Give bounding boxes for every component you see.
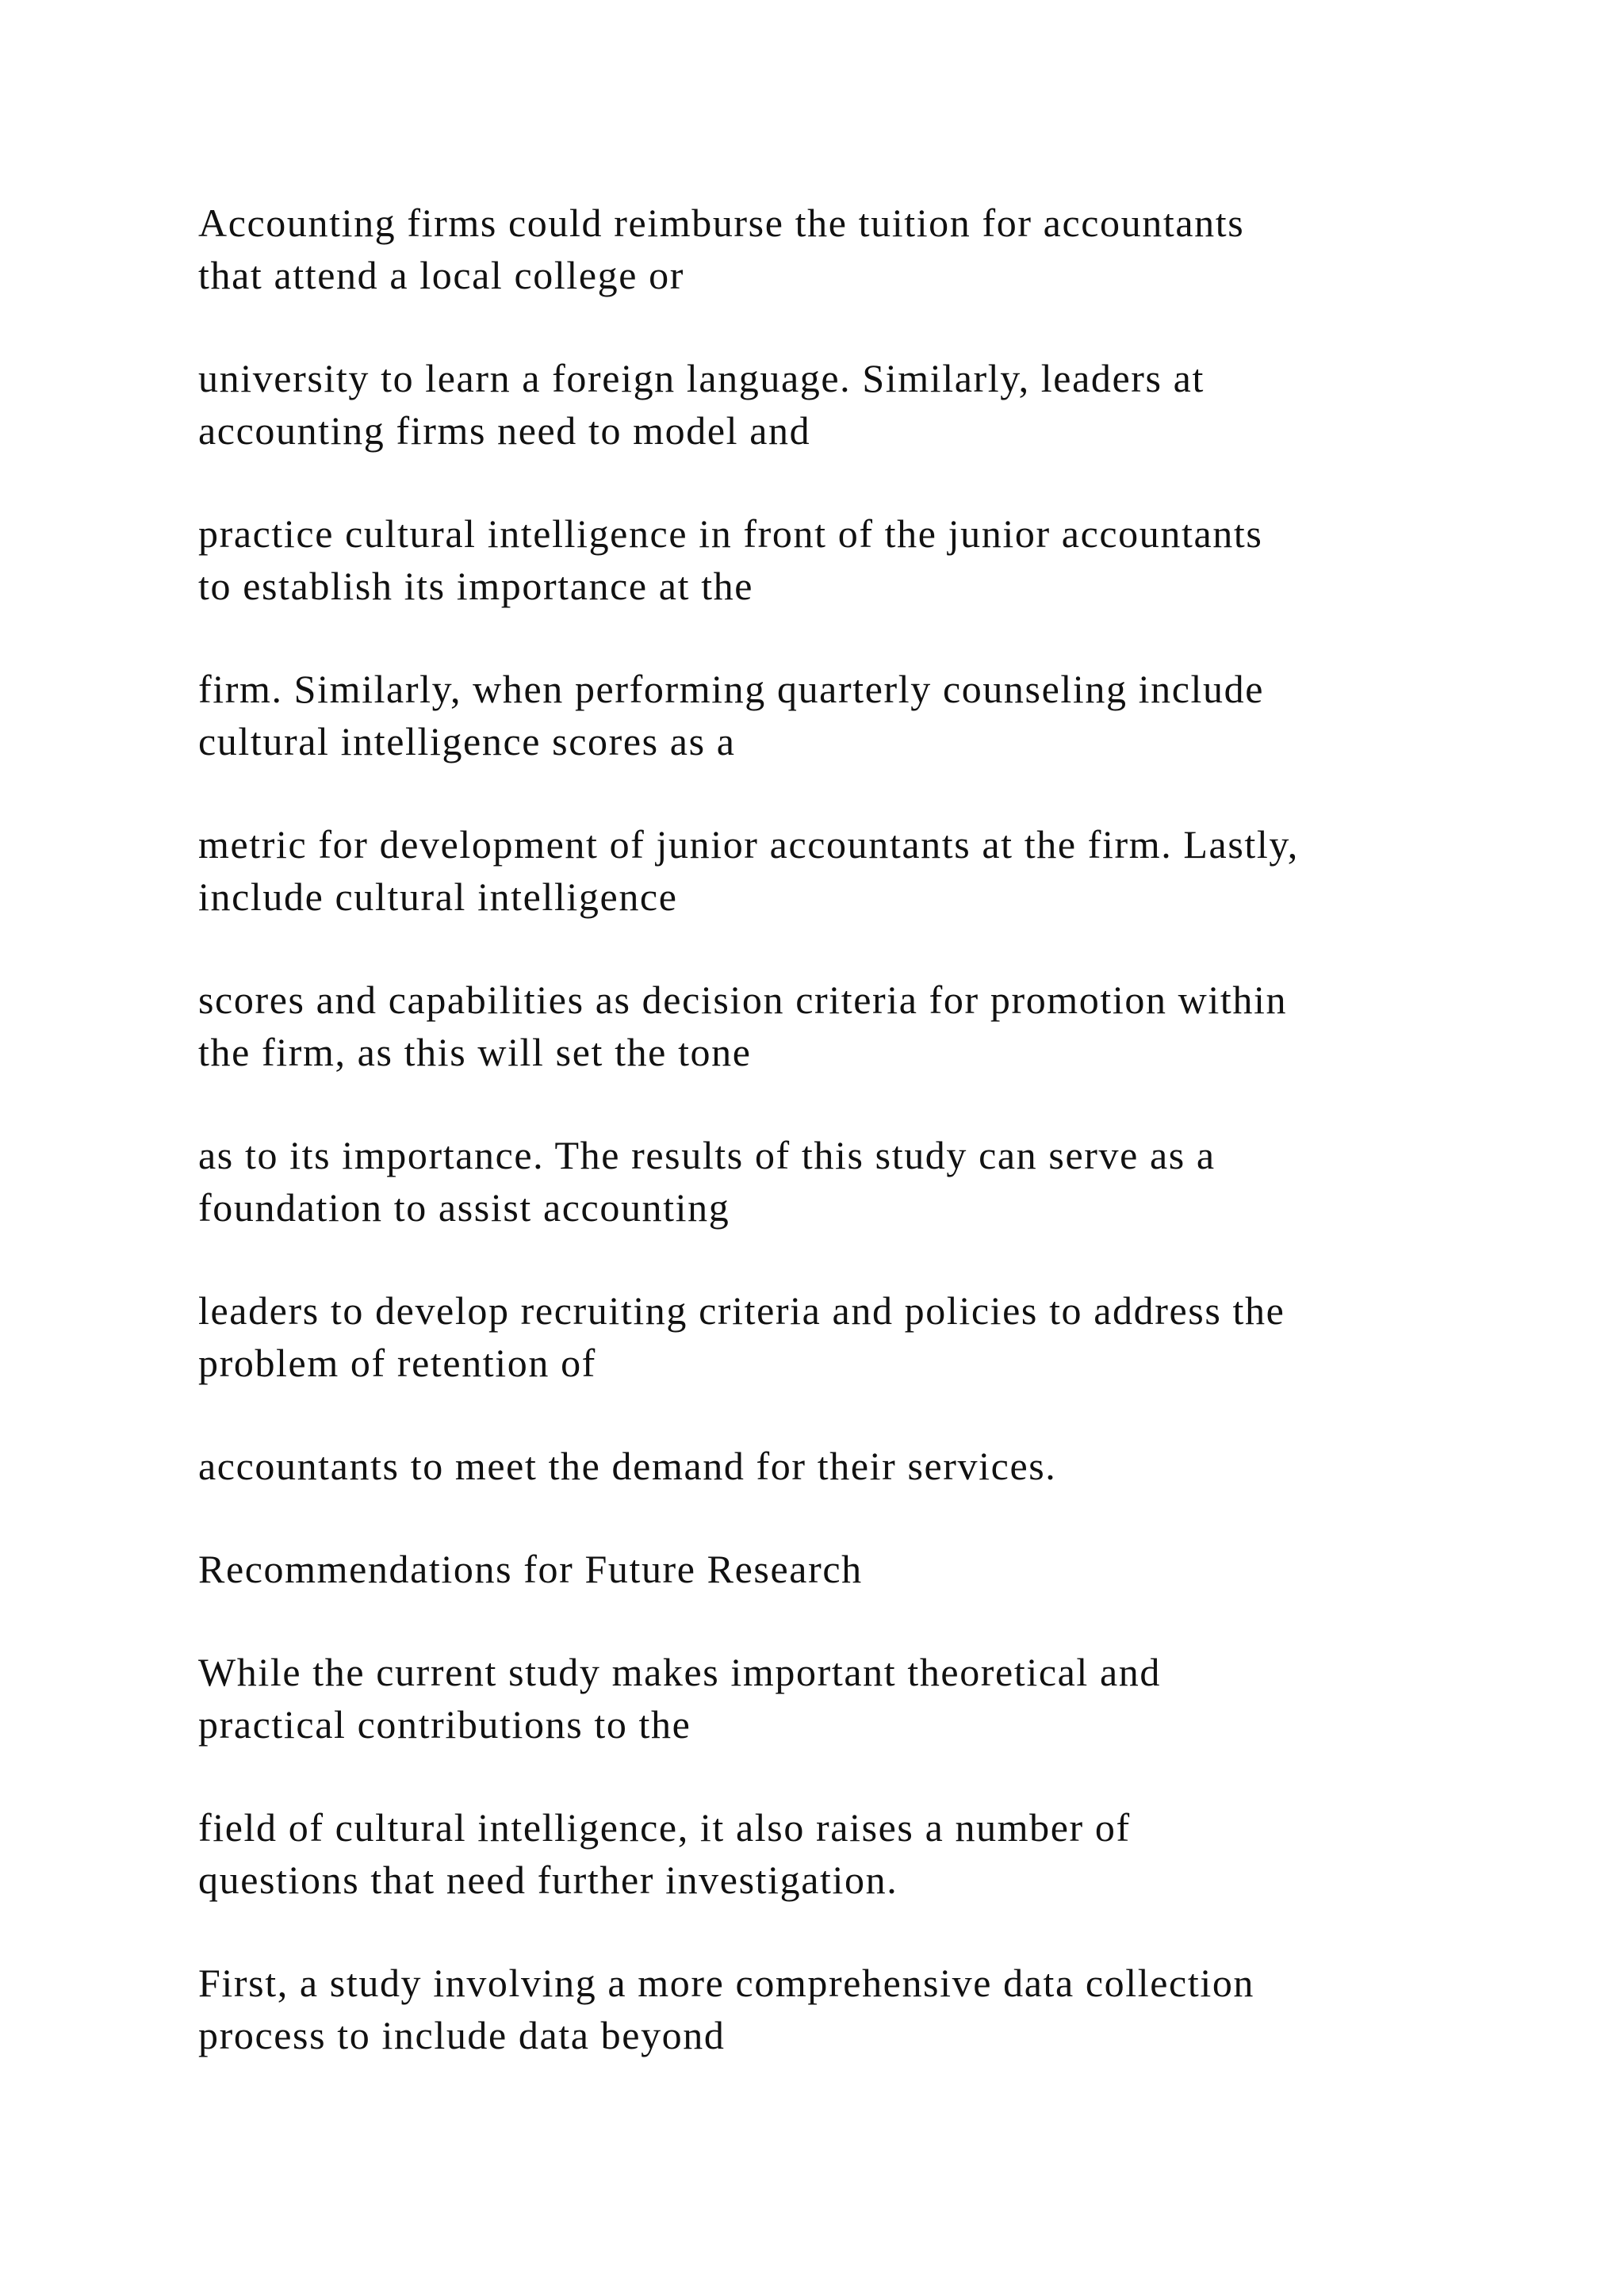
- text-line: accountants to meet the demand for their services.: [198, 1444, 1057, 1488]
- text-line: practical contributions to the: [198, 1702, 691, 1747]
- text-line: metric for development of junior accountants at the firm. Lastly,: [198, 822, 1299, 867]
- paragraph-4: [198, 663, 1546, 767]
- paragraph-7: [198, 1129, 1546, 1234]
- section-heading: [198, 1543, 1546, 1595]
- text-line: to establish its importance at the: [198, 564, 754, 608]
- text-line: problem of retention of: [198, 1341, 596, 1385]
- text-line: Accounting firms could reimburse the tuition for accountants: [198, 201, 1245, 245]
- text-line: the firm, as this will set the tone: [198, 1030, 752, 1074]
- paragraph-8: [198, 1284, 1546, 1389]
- paragraph-3: [198, 507, 1546, 612]
- heading-text: Recommendations for Future Research: [198, 1547, 863, 1591]
- text-line: leaders to develop recruiting criteria and policies to address the: [198, 1288, 1285, 1333]
- text-line: foundation to assist accounting: [198, 1185, 730, 1230]
- text-line: include cultural intelligence: [198, 874, 678, 919]
- paragraph-2: [198, 352, 1546, 457]
- text-line: practice cultural intelligence in front of the junior accountants: [198, 511, 1263, 556]
- text-line: process to include data beyond: [198, 2013, 726, 2057]
- document-body: [198, 197, 1546, 2112]
- text-line: university to learn a foreign language. Similarly, leaders at: [198, 356, 1205, 400]
- paragraph-12: [198, 1957, 1546, 2061]
- paragraph-10: [198, 1646, 1546, 1751]
- paragraph-9: [198, 1440, 1546, 1492]
- text-line: firm. Similarly, when performing quarterly counseling include: [198, 667, 1265, 711]
- text-line: cultural intelligence scores as a: [198, 719, 736, 763]
- text-line: as to its importance. The results of this study can serve as a: [198, 1133, 1216, 1177]
- paragraph-6: [198, 974, 1546, 1078]
- text-line: First, a study involving a more comprehensive data collection: [198, 1961, 1255, 2005]
- text-line: scores and capabilities as decision criteria for promotion within: [198, 978, 1288, 1022]
- paragraph-1: [198, 197, 1546, 301]
- text-line: accounting firms need to model and: [198, 408, 811, 453]
- text-line: questions that need further investigation.: [198, 1858, 898, 1902]
- text-line: field of cultural intelligence, it also raises a number of: [198, 1805, 1131, 1850]
- text-line: that attend a local college or: [198, 253, 685, 297]
- paragraph-11: [198, 1801, 1546, 1906]
- paragraph-5: [198, 818, 1546, 923]
- text-line: While the current study makes important theoretical and: [198, 1650, 1162, 1694]
